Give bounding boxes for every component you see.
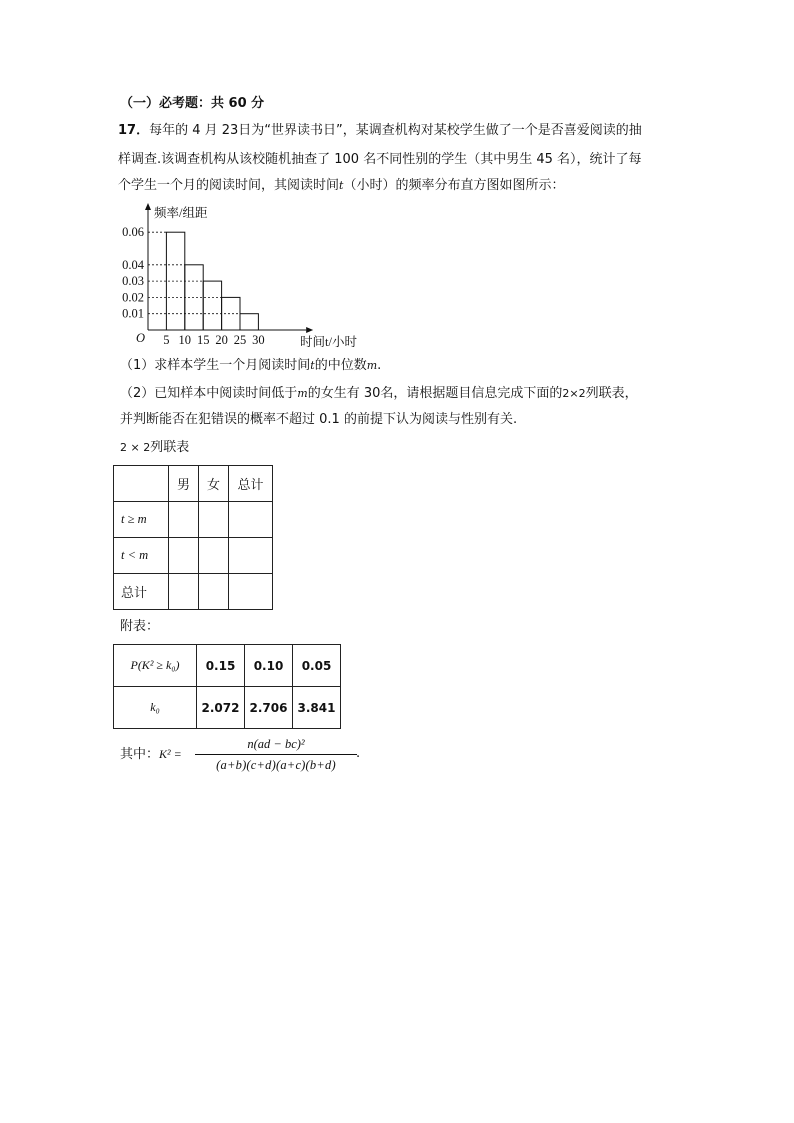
part2-text-c: 列联表， [585,386,638,401]
table-cell [229,538,273,574]
part2-question-line1 [120,384,638,404]
part2-text-b: 的女生有 30名，请根据题目信息完成下面的 [307,386,563,401]
histogram-dashed-guides [148,232,240,314]
formula-numerator: n(ad − bc)² [247,737,305,751]
x-tick-label: 20 [215,333,228,347]
critical-value-header: k₀ [114,687,197,729]
row-label-t-lt-m: t < m [114,538,169,574]
formula-fraction [195,735,357,774]
table-row [114,687,341,729]
part2-question-line2: 并判断能否在犯错误的概率不超过 0.1 的前提下认为阅读与性别有关. [120,412,518,427]
y-tick-label: 0.02 [122,290,144,305]
critical-value-table [113,644,341,729]
y-axis-arrow [145,203,151,210]
part2-table-ref: 2×2 [562,387,586,400]
table-cell [199,574,229,610]
table-cell [169,538,199,574]
formula-suffix: . [356,746,361,761]
table-row [114,538,273,574]
part1-text-c: . [377,358,382,373]
histogram-x-ticks [163,333,264,347]
x-tick-label: 25 [233,333,247,347]
contingency-header-male: 男 [169,466,199,502]
problem-text-3a: 个学生一个月的阅读时间，其阅读时间 [118,178,340,193]
histogram-bar [203,281,221,330]
problem-text-1: 每年的 4 月 23日为“世界读书日”，某调查机构对某校学生做了一个是否喜爱阅读的抽 [149,123,642,138]
contingency-caption [120,438,189,458]
formula-prefix [120,744,182,765]
table-cell [229,502,273,538]
part1-var-t: t [310,359,315,372]
contingency-table [113,465,273,610]
formula-denominator: (a+b)(c+d)(a+c)(b+d) [216,758,336,772]
contingency-caption-num: 2 × 2 [120,441,151,454]
x-tick-label: 10 [178,333,192,347]
x-tick-label: 15 [196,333,210,347]
table-cell [199,502,229,538]
k-value: 3.841 [293,687,341,729]
part1-text-a: （1）求样本学生一个月阅读时间 [120,358,311,373]
table-row [114,502,273,538]
contingency-header-total: 总计 [229,466,273,502]
problem-line-2: 样调查.该调查机构从该校随机抽查了 100 名不同性别的学生（其中男生 45 名），统计了每 [118,152,642,167]
y-tick-label: 0.01 [122,306,144,321]
x-tick-label: 5 [163,333,170,347]
y-tick-label: 0.04 [122,257,144,272]
row-label-t-ge-m: t ≥ m [114,502,169,538]
contingency-caption-text: 列联表 [150,440,190,455]
problem-line-1 [118,121,642,141]
problem-text-3b: （小时）的频率分布直方图如图所示： [343,178,565,193]
histogram-bar [240,314,258,330]
formula-lhs: K² = [159,747,182,761]
section-heading: （一）必考题：共 60 分 [120,96,265,111]
x-tick-label: 30 [252,333,265,347]
contingency-header-female: 女 [199,466,229,502]
table-cell [169,502,199,538]
variable-t: t [339,179,344,192]
table-cell [229,574,273,610]
x-axis-arrow [306,327,313,333]
part1-var-m: m [366,359,378,372]
table-row [114,574,273,610]
histogram-x-label: 时间t/小时 [300,335,357,349]
problem-number: 17． [118,123,150,138]
y-tick-label: 0.03 [122,274,144,289]
histogram-y-ticks [122,225,145,321]
appendix-label: 附表： [120,619,160,634]
frequency-histogram [118,200,368,352]
p-value: 0.15 [197,645,245,687]
k-value: 2.706 [245,687,293,729]
part2-text-a: （2）已知样本中阅读时间低于 [120,386,298,401]
table-row [114,645,341,687]
contingency-header-corner [114,466,169,502]
histogram-y-label: 频率/组距 [154,206,208,220]
p-value: 0.10 [245,645,293,687]
part1-text-b: 的中位数 [314,358,367,373]
part1-question [120,356,381,376]
k-value: 2.072 [197,687,245,729]
part2-var-m: m [297,387,308,400]
row-label-total: 总计 [114,574,169,610]
probability-header: P(K² ≥ k₀) [114,645,197,687]
formula-prefix-text: 其中： [120,747,160,762]
table-cell [169,574,199,610]
contingency-header-row [114,466,273,502]
histogram-origin-label: O [136,331,146,345]
problem-line-3 [118,176,564,196]
fraction-bar [195,754,357,755]
p-value: 0.05 [293,645,341,687]
y-tick-label: 0.06 [122,225,144,240]
table-cell [199,538,229,574]
